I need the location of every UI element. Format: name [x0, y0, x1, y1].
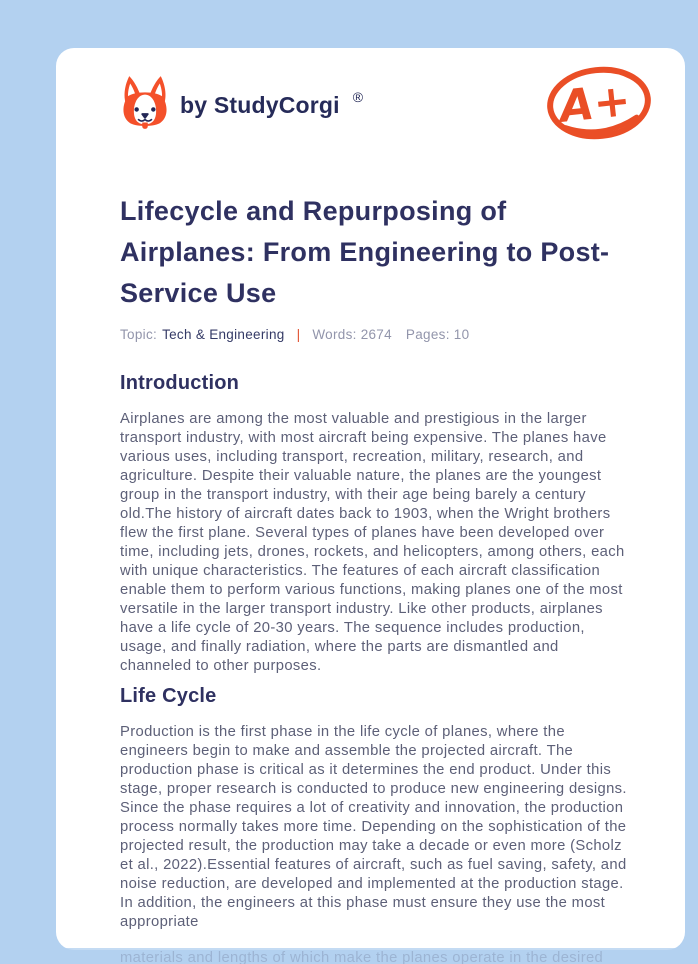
- document-card: [56, 48, 685, 950]
- pages-label: Pages:: [405, 327, 450, 342]
- pages-value: 10: [453, 327, 470, 342]
- words-count: [312, 327, 392, 342]
- section-body-introduction: Airplanes are among the most valuable and prestigious in the larger transport industry, with most aircraft being expensive. The planes have various uses, including transport, recreation, military, research, and agriculture. Despite their valuable nature, the planes are the youngest group in the transport industry, with their age being barely a century old.The history of aircraft dates back to 1903, when the Wright brothers flew the first plane. Several types of planes have been developed over time, including jets, drones, rockets, and helicopters, among others, each with unique characteristics. The features of each aircraft classification enable them to perform various functions, making planes one of the most versatile in the larger transport industry. Like other products, airplanes have a life cycle of 20-30 years. The sequence includes production, usage, and finally radiation, where the parts are dismantled and channeled to other purposes.: [120, 411, 625, 674]
- bottom-fade-overlay: [0, 948, 698, 964]
- corgi-icon: [120, 74, 170, 137]
- topic-link[interactable]: Tech & Engineering: [162, 327, 285, 342]
- pages-count: [406, 327, 469, 342]
- document-meta: [120, 327, 629, 342]
- section-heading-introduction: Introduction: [120, 372, 240, 394]
- header-row: [120, 64, 653, 147]
- svg-text:A+: A+: [557, 74, 634, 133]
- section-body-life-cycle: Production is the first phase in the life cycle of planes, where the engineers begin to make and assemble the projected aircraft. The production phase is critical as it determines the end product. Under this stage, proper research is conducted to produce new engineering designs. Since the phase requires a lot of creativity and innovation, the production process normally takes more time. Depending on the sophistication of the projected result, the production may take a decade or even more (Scholz et al., 2022).Essential features of aircraft, such as fuel saving, safety, and noise reduction, are developed and implemented at the production stage. In addition, the engineers at this phase must ensure they use the most appropriate: [120, 724, 627, 930]
- registered-trademark: ®: [352, 88, 364, 105]
- topic-label: Topic:: [120, 327, 158, 342]
- page-title: Lifecycle and Repurposing of Airplanes: From Engineering to Post-Service Use: [120, 196, 610, 308]
- meta-separator: |: [296, 327, 301, 342]
- studycorgi-logo: [120, 74, 363, 137]
- words-label: Words:: [312, 327, 357, 342]
- a-plus-badge-icon: [545, 64, 653, 147]
- words-value: 2674: [360, 327, 392, 342]
- logo-text: by StudyCorgi: [180, 92, 340, 118]
- section-heading-life-cycle: Life Cycle: [120, 685, 217, 707]
